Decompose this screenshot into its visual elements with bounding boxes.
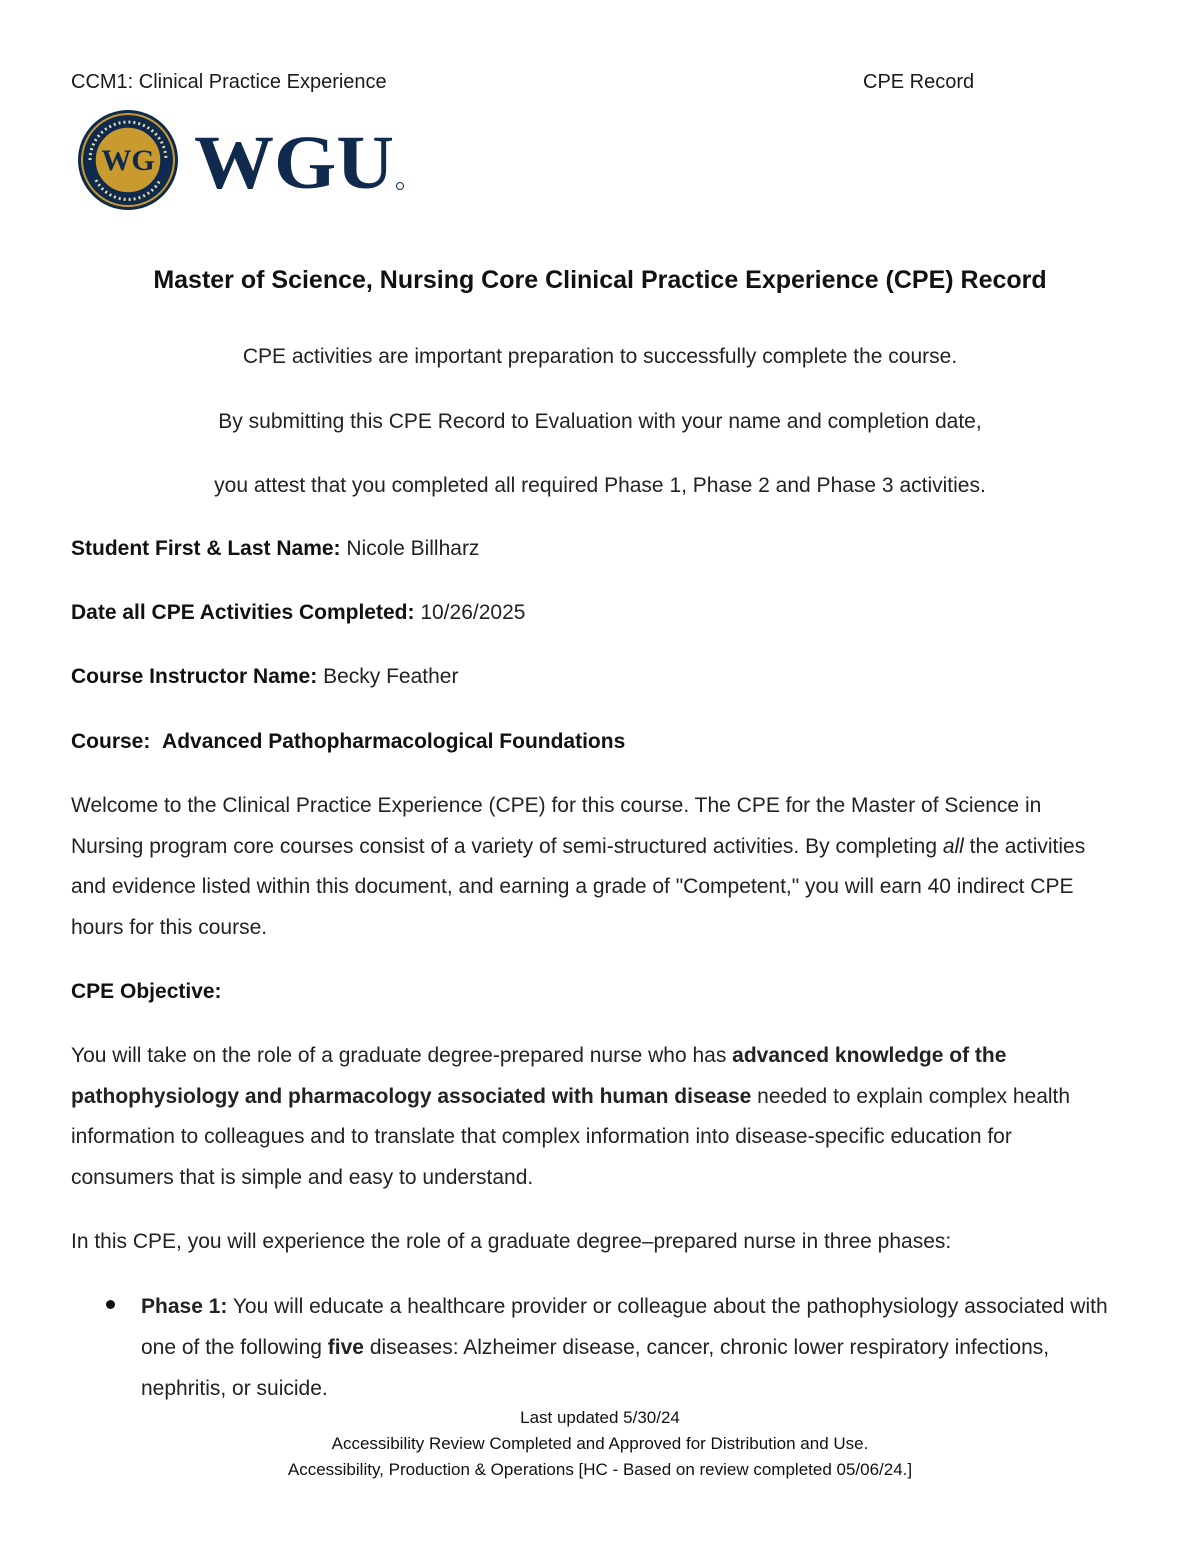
footer-production: Accessibility, Production & Operations [HC - Based on review completed 05/06/24.] [287, 1460, 913, 1479]
phase-1-label: Phase 1: [141, 1295, 228, 1318]
header-record-label: CPE Record [863, 71, 975, 93]
wgu-logo [76, 108, 416, 212]
objective-text-2: needed to explain complex health information to colleagues and to translate that complex information into disease-specific education for consumers that is simple and easy to understand. [71, 1084, 1071, 1189]
header-course-code: CCM1: Clinical Practice Experience [71, 71, 387, 93]
footer-updated: Last updated 5/30/24 [520, 1408, 680, 1427]
phase-1-bold: five [327, 1336, 364, 1359]
instructor-label: Course Instructor Name: [71, 665, 318, 688]
phase-1-text-2: diseases: Alzheimer disease, cancer, chronic lower respiratory infections, nephritis, or suicide. [141, 1336, 1050, 1400]
welcome-emphasis: all [942, 834, 964, 858]
intro-line-3: you attest that you completed all required Phase 1, Phase 2 and Phase 3 activities. [214, 474, 986, 497]
phase-1-list-item [106, 1286, 1116, 1409]
instructor-value: Becky Feather [323, 665, 459, 688]
course-label: Course: [71, 730, 151, 753]
student-name-field [71, 537, 479, 561]
svg-text:WG: WG [101, 144, 155, 177]
objective-heading-text: CPE Objective: [71, 980, 222, 1003]
welcome-text-2: the activities and evidence listed within this document, and earning a grade of "Competent," you will earn 40 indirect CPE hours for this course. [71, 834, 1086, 939]
course-field [71, 730, 625, 754]
phase-1-text-1: You will educate a healthcare provider or colleague about the pathophysiology associated with one of the following [141, 1295, 1108, 1359]
student-name-label: Student First & Last Name: [71, 537, 341, 560]
objective-text-1: You will take on the role of a graduate degree-prepared nurse who has [71, 1044, 733, 1067]
wgu-wordmark: WGU [194, 121, 394, 205]
wgu-seal [78, 110, 178, 210]
welcome-paragraph [71, 786, 1116, 948]
completion-date-label: Date all CPE Activities Completed: [71, 601, 415, 624]
instructor-field [71, 665, 458, 689]
phase-1-text [141, 1286, 1116, 1409]
footer-review: Accessibility Review Completed and Approved for Distribution and Use. [331, 1434, 869, 1453]
completion-date-field [71, 601, 525, 625]
intro-line-2: By submitting this CPE Record to Evaluation with your name and completion date, [218, 410, 982, 433]
page-title: Master of Science, Nursing Core Clinical Practice Experience (CPE) Record [153, 266, 1047, 294]
objective-bold: advanced knowledge of the pathophysiology and pharmacology associated with human disease [71, 1044, 1007, 1108]
welcome-text-1: Welcome to the Clinical Practice Experience (CPE) for this course. The CPE for the Master of Science in Nursing program core courses consist of a variety of semi-structured activities. By completing [71, 794, 1042, 858]
objective-heading [71, 980, 222, 1004]
intro-line-1: CPE activities are important preparation to successfully complete the course. [242, 345, 958, 368]
completion-date-value: 10/26/2025 [420, 601, 526, 624]
objective-paragraph [71, 1036, 1116, 1198]
bullet-icon [106, 1300, 115, 1309]
phases-intro: In this CPE, you will experience the role of a graduate degree–prepared nurse in three phases: [71, 1230, 952, 1253]
student-name-value: Nicole Billharz [346, 537, 480, 560]
course-value: Advanced Pathopharmacological Foundations [162, 730, 626, 753]
